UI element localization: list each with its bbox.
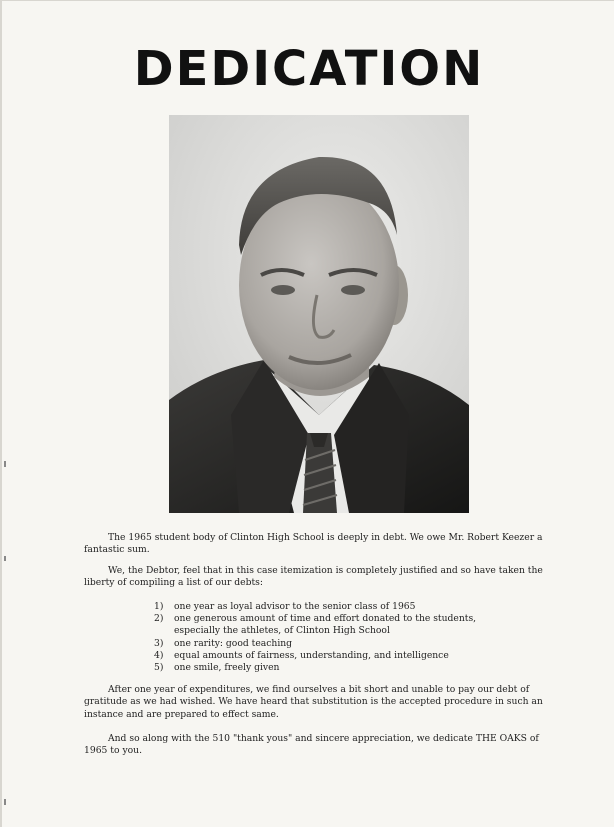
portrait-illustration xyxy=(169,115,469,513)
list-item-text: one generous amount of time and effort donated to the students, especially the athletes, of Clinton High School xyxy=(174,613,477,637)
portrait-photo xyxy=(169,115,469,513)
list-item-number: 2) xyxy=(154,613,164,625)
list-item xyxy=(154,662,494,674)
list-item-number: 4) xyxy=(154,649,164,661)
list-item-text: one year as loyal advisor to the senior class of 1965 xyxy=(174,601,416,612)
list-item-number: 3) xyxy=(154,637,164,649)
paragraph-debt-intro: The 1965 student body of Clinton High School is deeply in debt. We owe Mr. Robert Keezer a fantastic sum. xyxy=(84,532,543,556)
list-item xyxy=(154,650,494,662)
list-item xyxy=(154,638,494,650)
list-item-number: 1) xyxy=(154,601,164,612)
list-item xyxy=(154,601,494,613)
paragraph-expenditures: After one year of expenditures, we find ourselves a bit short and unable to pay our debt of gratitude as we had wished. We have heard that substitution is the accepted procedure in such an instance and are prepared to effect same. xyxy=(84,684,543,720)
list-item-number: 5) xyxy=(154,662,164,674)
debt-list xyxy=(154,601,494,674)
scan-edge-mark xyxy=(4,556,6,561)
scan-edge-mark xyxy=(4,461,6,467)
page-title: DEDICATION xyxy=(133,41,485,97)
list-item-text: one smile, freely given xyxy=(174,662,280,674)
scan-edge-mark xyxy=(4,799,6,805)
paragraph-itemization: We, the Debtor, feel that in this case itemization is completely justified and so have taken the liberty of compiling a list of our debts: xyxy=(84,565,543,589)
list-item-text: equal amounts of fairness, understanding, and intelligence xyxy=(174,649,449,661)
paragraph-dedication: And so along with the 510 "thank yous" and sincere appreciation, we dedicate THE OAKS of 1965 to you. xyxy=(84,733,539,757)
list-item-text: one rarity: good teaching xyxy=(174,637,293,649)
list-item xyxy=(154,613,494,637)
